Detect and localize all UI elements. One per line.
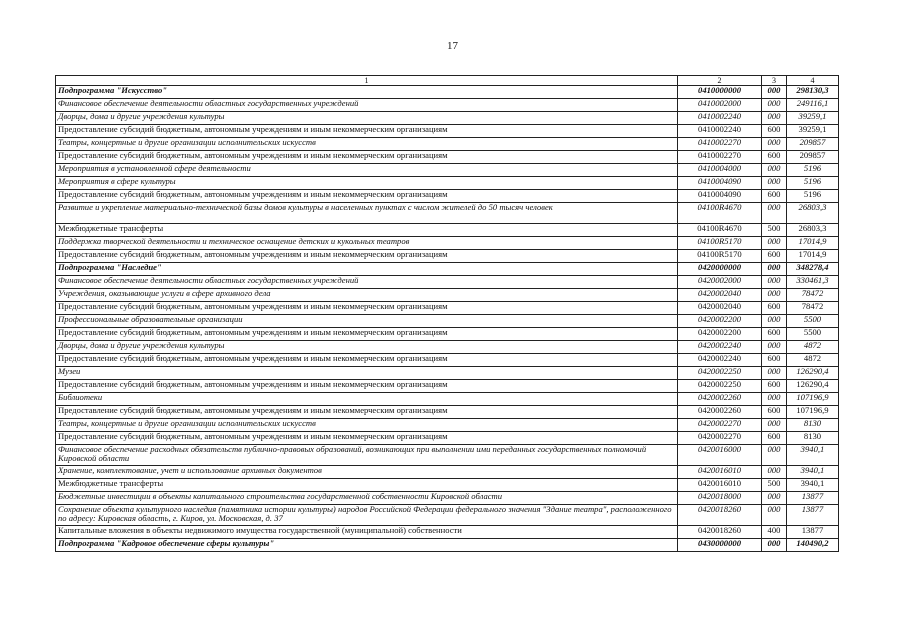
row-type-cell: 000 [762, 419, 787, 432]
row-name-cell: Хранение, комплектование, учет и использование архивных документов [56, 466, 678, 479]
row-code-cell: 0410004090 [678, 190, 762, 203]
row-type-cell: 000 [762, 203, 787, 224]
table-row [56, 466, 839, 479]
table-row [56, 526, 839, 539]
row-amount-cell: 26803,3 [787, 224, 839, 237]
row-type-cell: 000 [762, 164, 787, 177]
row-amount-cell: 39259,1 [787, 125, 839, 138]
row-amount-cell: 3940,1 [787, 466, 839, 479]
table-row [56, 250, 839, 263]
table-row [56, 505, 839, 526]
row-type-cell: 600 [762, 190, 787, 203]
row-type-cell: 000 [762, 367, 787, 380]
row-amount-cell: 13877 [787, 526, 839, 539]
row-code-cell: 0430000000 [678, 539, 762, 552]
row-code-cell: 0420002270 [678, 432, 762, 445]
row-code-cell: 04100R4670 [678, 203, 762, 224]
row-code-cell: 0410002000 [678, 99, 762, 112]
row-amount-cell: 5500 [787, 315, 839, 328]
row-name-cell: Предоставление субсидий бюджетным, автономным учреждениям и иным некоммерческим организациям [56, 406, 678, 419]
row-name-cell: Предоставление субсидий бюджетным, автономным учреждениям и иным некоммерческим организациям [56, 354, 678, 367]
row-amount-cell: 249116,1 [787, 99, 839, 112]
table-row [56, 354, 839, 367]
row-code-cell: 0420000000 [678, 263, 762, 276]
table-header-row [56, 76, 839, 86]
row-type-cell: 000 [762, 505, 787, 526]
row-type-cell: 600 [762, 354, 787, 367]
row-type-cell: 400 [762, 526, 787, 539]
row-amount-cell: 13877 [787, 505, 839, 526]
row-code-cell: 0420002200 [678, 315, 762, 328]
row-amount-cell: 17014,9 [787, 237, 839, 250]
row-name-cell: Музеи [56, 367, 678, 380]
row-type-cell: 600 [762, 328, 787, 341]
row-name-cell: Дворцы, дома и другие учреждения культуры [56, 341, 678, 354]
row-code-cell: 0410004090 [678, 177, 762, 190]
row-amount-cell: 78472 [787, 289, 839, 302]
row-type-cell: 600 [762, 151, 787, 164]
row-code-cell: 0420002240 [678, 341, 762, 354]
row-type-cell: 600 [762, 302, 787, 315]
row-code-cell: 0420002040 [678, 302, 762, 315]
table-row [56, 289, 839, 302]
table-row [56, 99, 839, 112]
row-type-cell: 500 [762, 479, 787, 492]
row-amount-cell: 107196,9 [787, 393, 839, 406]
row-amount-cell: 107196,9 [787, 406, 839, 419]
table-row [56, 432, 839, 445]
header-col-3: 3 [762, 76, 787, 86]
row-type-cell: 000 [762, 99, 787, 112]
row-type-cell: 000 [762, 539, 787, 552]
row-name-cell: Предоставление субсидий бюджетным, автономным учреждениям и иным некоммерческим организациям [56, 302, 678, 315]
row-name-cell: Предоставление субсидий бюджетным, автономным учреждениям и иным некоммерческим организациям [56, 190, 678, 203]
row-name-cell: Профессиональные образовательные организации [56, 315, 678, 328]
row-type-cell: 600 [762, 380, 787, 393]
table-row [56, 125, 839, 138]
row-amount-cell: 78472 [787, 302, 839, 315]
row-amount-cell: 140490,2 [787, 539, 839, 552]
row-amount-cell: 26803,3 [787, 203, 839, 224]
table-row [56, 224, 839, 237]
row-code-cell: 0420002040 [678, 289, 762, 302]
row-type-cell: 000 [762, 138, 787, 151]
row-amount-cell: 8130 [787, 419, 839, 432]
row-name-cell: Предоставление субсидий бюджетным, автономным учреждениям и иным некоммерческим организациям [56, 151, 678, 164]
table-row [56, 479, 839, 492]
row-type-cell: 000 [762, 112, 787, 125]
table-row [56, 367, 839, 380]
row-amount-cell: 3940,1 [787, 445, 839, 466]
row-amount-cell: 5500 [787, 328, 839, 341]
row-code-cell: 0410000000 [678, 86, 762, 99]
row-name-cell: Финансовое обеспечение расходных обязательств публично-правовых образований, возникающих при выполнении ими переданных государственных полномочий Кировской области [56, 445, 678, 466]
row-code-cell: 0420018000 [678, 492, 762, 505]
table-row [56, 164, 839, 177]
table-row [56, 151, 839, 164]
page-number: 17 [447, 40, 458, 52]
row-name-cell: Подпрограмма "Искусство" [56, 86, 678, 99]
table-row [56, 419, 839, 432]
row-name-cell: Театры, концертные и другие организации исполнительских искусств [56, 419, 678, 432]
row-name-cell: Предоставление субсидий бюджетным, автономным учреждениям и иным некоммерческим организациям [56, 380, 678, 393]
row-name-cell: Межбюджетные трансферты [56, 224, 678, 237]
row-code-cell: 0420002250 [678, 380, 762, 393]
budget-table [55, 75, 839, 552]
row-name-cell: Поддержка творческой деятельности и техническое оснащение детских и кукольных театров [56, 237, 678, 250]
row-type-cell: 600 [762, 250, 787, 263]
row-type-cell: 000 [762, 492, 787, 505]
header-col-4: 4 [787, 76, 839, 86]
table-row [56, 112, 839, 125]
row-name-cell: Бюджетные инвестиции в объекты капитального строительства государственной собственности Кировской области [56, 492, 678, 505]
row-amount-cell: 17014,9 [787, 250, 839, 263]
table-row [56, 276, 839, 289]
row-name-cell: Дворцы, дома и другие учреждения культуры [56, 112, 678, 125]
row-code-cell: 0410002270 [678, 151, 762, 164]
row-name-cell: Финансовое обеспечение деятельности областных государственных учреждений [56, 276, 678, 289]
row-name-cell: Предоставление субсидий бюджетным, автономным учреждениям и иным некоммерческим организациям [56, 125, 678, 138]
row-amount-cell: 5196 [787, 164, 839, 177]
row-code-cell: 0410002270 [678, 138, 762, 151]
row-type-cell: 000 [762, 445, 787, 466]
row-name-cell: Сохранение объекта культурного наследия (памятника истории культуры) народов Российской Федерации федерального значения "Здание театра", расположенного по адресу: Кировская область, г. Киров, ул. Московская, д. 37 [56, 505, 678, 526]
row-type-cell: 000 [762, 393, 787, 406]
row-name-cell: Учреждения, оказывающие услуги в сфере архивного дела [56, 289, 678, 302]
table-row [56, 445, 839, 466]
table-row [56, 237, 839, 250]
row-name-cell: Подпрограмма "Кадровое обеспечение сферы культуры" [56, 539, 678, 552]
row-amount-cell: 330461,3 [787, 276, 839, 289]
row-code-cell: 0420002270 [678, 419, 762, 432]
row-type-cell: 000 [762, 237, 787, 250]
row-code-cell: 0420016010 [678, 479, 762, 492]
table-row [56, 203, 839, 224]
table-row [56, 341, 839, 354]
row-name-cell: Финансовое обеспечение деятельности областных государственных учреждений [56, 99, 678, 112]
table-row [56, 492, 839, 505]
header-col-2: 2 [678, 76, 762, 86]
row-type-cell: 000 [762, 341, 787, 354]
row-code-cell: 0410002240 [678, 112, 762, 125]
row-name-cell: Подпрограмма "Наследие" [56, 263, 678, 276]
row-code-cell: 0410004000 [678, 164, 762, 177]
row-code-cell: 0420016010 [678, 466, 762, 479]
row-amount-cell: 3940,1 [787, 479, 839, 492]
row-code-cell: 0420002260 [678, 393, 762, 406]
row-type-cell: 000 [762, 315, 787, 328]
row-code-cell: 0420002250 [678, 367, 762, 380]
row-name-cell: Мероприятия в установленной сфере деятельности [56, 164, 678, 177]
row-name-cell: Развитие и укрепление материально-технической базы домов культуры в населенных пунктах с числом жителей до 50 тысяч человек [56, 203, 678, 224]
row-amount-cell: 126290,4 [787, 367, 839, 380]
row-type-cell: 600 [762, 125, 787, 138]
row-code-cell: 0420018260 [678, 505, 762, 526]
row-code-cell: 0420002260 [678, 406, 762, 419]
row-code-cell: 04100R5170 [678, 250, 762, 263]
table-row [56, 86, 839, 99]
row-amount-cell: 209857 [787, 138, 839, 151]
row-amount-cell: 8130 [787, 432, 839, 445]
row-name-cell: Мероприятия в сфере культуры [56, 177, 678, 190]
row-type-cell: 000 [762, 276, 787, 289]
row-name-cell: Межбюджетные трансферты [56, 479, 678, 492]
row-amount-cell: 209857 [787, 151, 839, 164]
row-amount-cell: 4872 [787, 354, 839, 367]
table-row [56, 302, 839, 315]
row-name-cell: Театры, концертные и другие организации исполнительских искусств [56, 138, 678, 151]
row-type-cell: 500 [762, 224, 787, 237]
table-row [56, 539, 839, 552]
row-name-cell: Предоставление субсидий бюджетным, автономным учреждениям и иным некоммерческим организациям [56, 432, 678, 445]
table-row [56, 393, 839, 406]
row-name-cell: Предоставление субсидий бюджетным, автономным учреждениям и иным некоммерческим организациям [56, 328, 678, 341]
header-col-1: 1 [56, 76, 678, 86]
row-code-cell: 04100R5170 [678, 237, 762, 250]
table-row [56, 190, 839, 203]
table-row [56, 177, 839, 190]
row-code-cell: 0420002000 [678, 276, 762, 289]
row-type-cell: 000 [762, 466, 787, 479]
table-row [56, 263, 839, 276]
row-type-cell: 600 [762, 432, 787, 445]
table-row [56, 380, 839, 393]
row-type-cell: 000 [762, 177, 787, 190]
row-code-cell: 0420002200 [678, 328, 762, 341]
row-amount-cell: 126290,4 [787, 380, 839, 393]
row-amount-cell: 298130,3 [787, 86, 839, 99]
row-name-cell: Предоставление субсидий бюджетным, автономным учреждениям и иным некоммерческим организациям [56, 250, 678, 263]
row-amount-cell: 4872 [787, 341, 839, 354]
row-type-cell: 000 [762, 263, 787, 276]
table-row [56, 406, 839, 419]
row-type-cell: 000 [762, 289, 787, 302]
row-code-cell: 0410002240 [678, 125, 762, 138]
row-amount-cell: 5196 [787, 190, 839, 203]
row-name-cell: Библиотеки [56, 393, 678, 406]
row-name-cell: Капитальные вложения в объекты недвижимого имущества государственной (муниципальной) собственности [56, 526, 678, 539]
table-row [56, 328, 839, 341]
row-type-cell: 600 [762, 406, 787, 419]
row-code-cell: 04100R4670 [678, 224, 762, 237]
table-row [56, 315, 839, 328]
row-code-cell: 0420016000 [678, 445, 762, 466]
row-code-cell: 0420002240 [678, 354, 762, 367]
row-amount-cell: 5196 [787, 177, 839, 190]
row-amount-cell: 13877 [787, 492, 839, 505]
row-amount-cell: 39259,1 [787, 112, 839, 125]
row-code-cell: 0420018260 [678, 526, 762, 539]
row-type-cell: 000 [762, 86, 787, 99]
table-row [56, 138, 839, 151]
row-amount-cell: 348278,4 [787, 263, 839, 276]
